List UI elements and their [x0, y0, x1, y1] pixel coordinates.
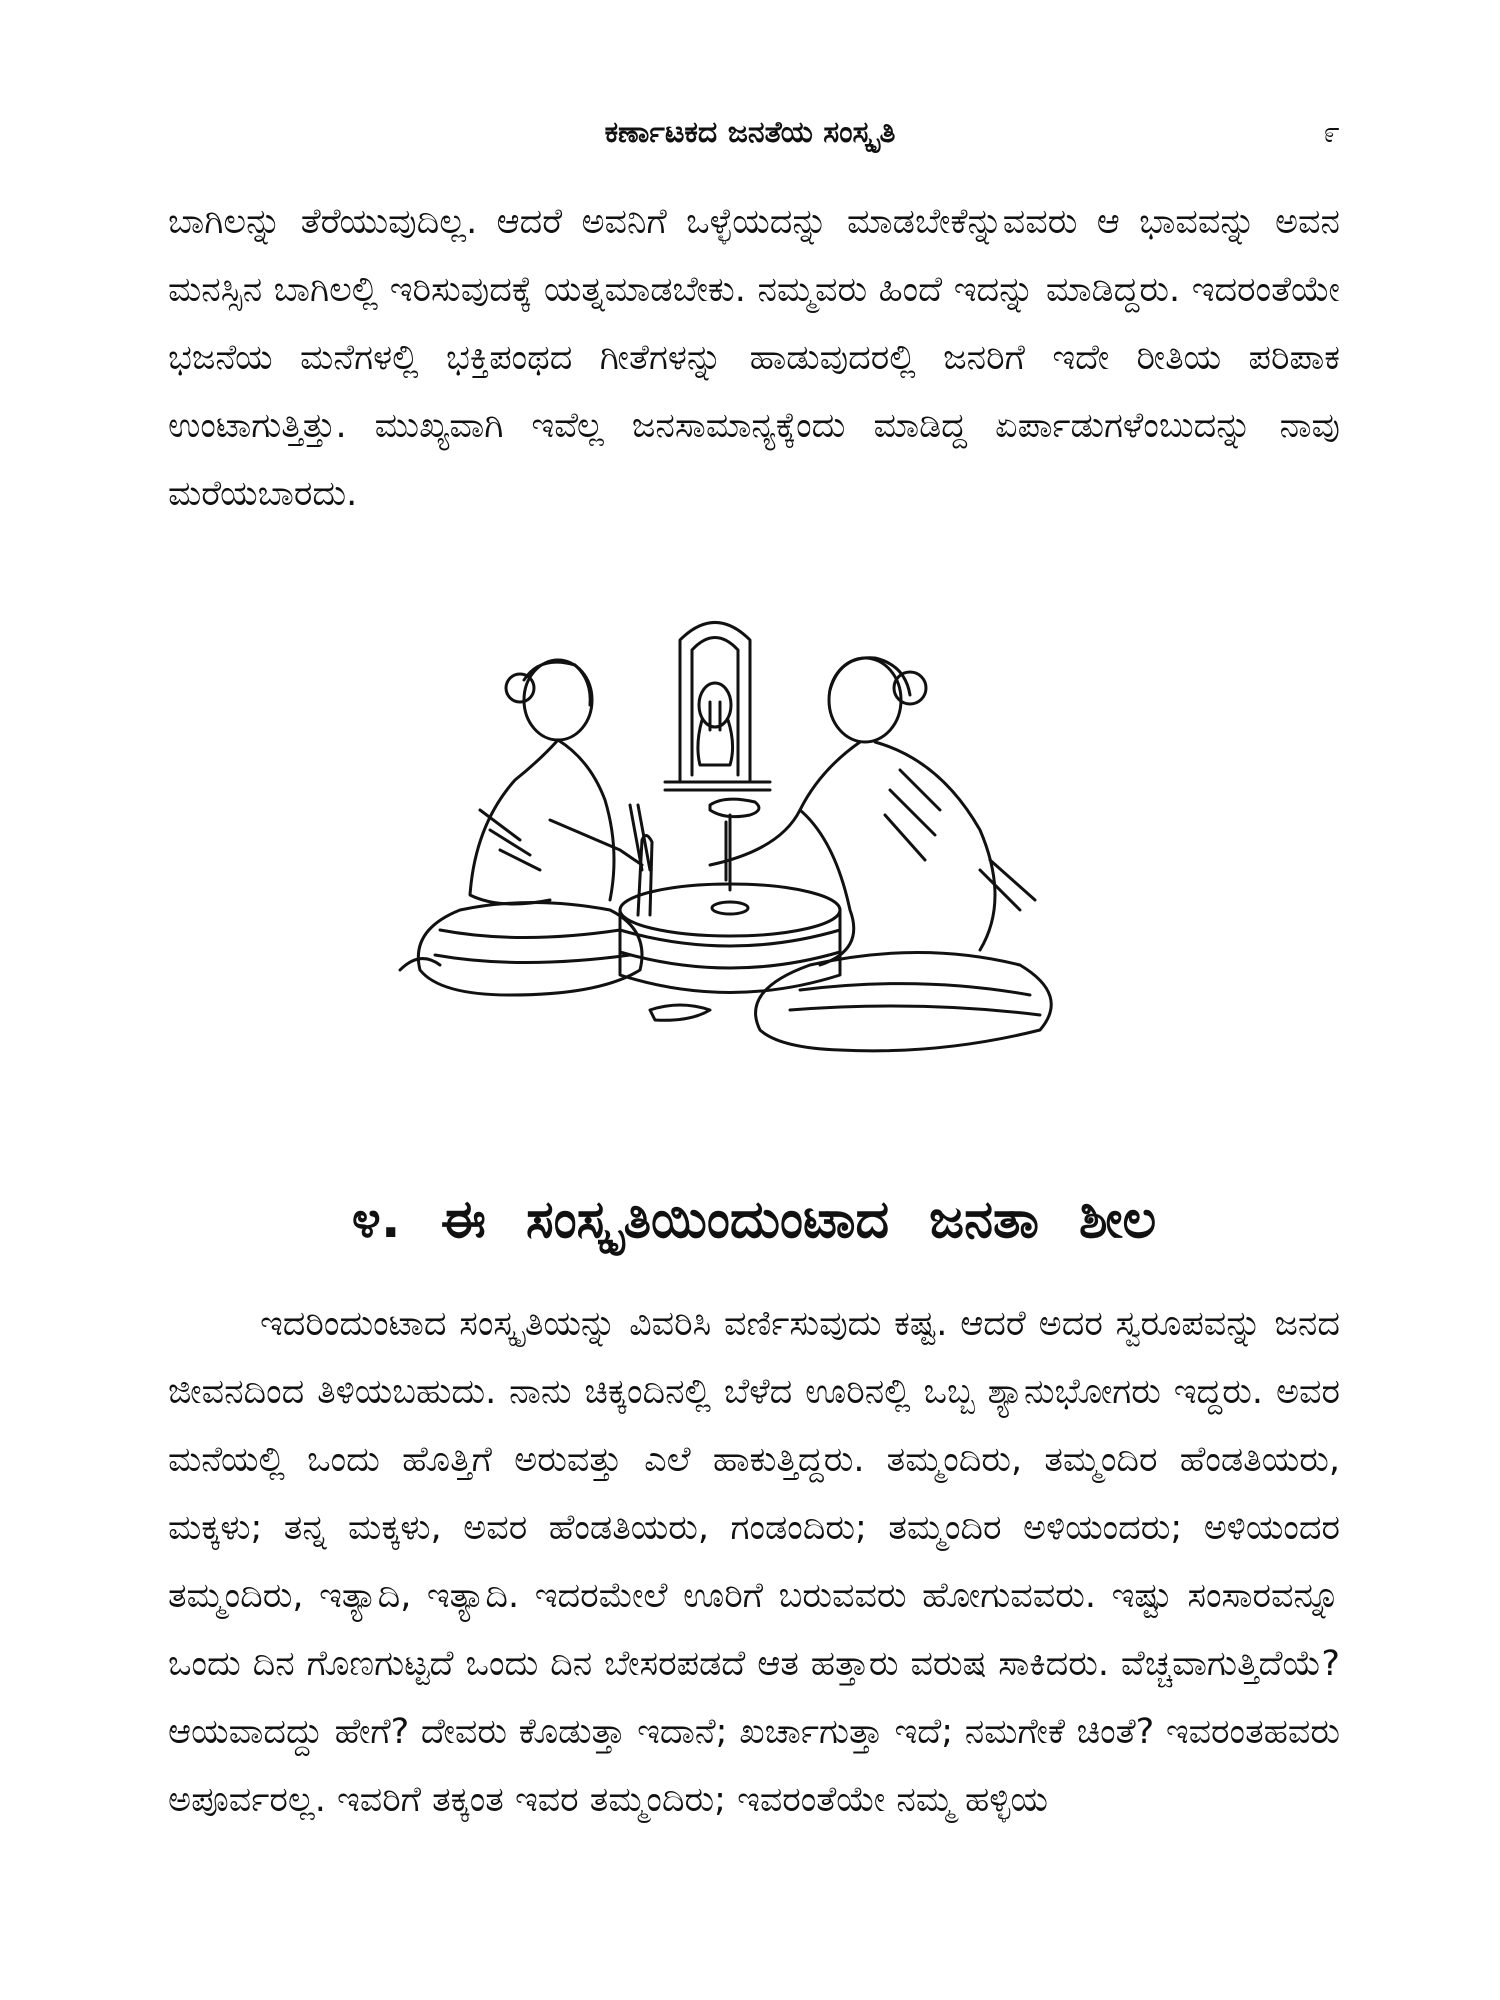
- running-head: [160, 108, 1340, 158]
- paragraph-2: ಇದರಿಂದುಂಟಾದ ಸಂಸ್ಕೃತಿಯನ್ನು ವಿವರಿಸಿ ವರ್ಣಿಸುವುದು ಕಷ್ಟ. ಆದರೆ ಅದರ ಸ್ವರೂಪವನ್ನು ಜನದ ಜೀವನದಿಂದ ತಿಳಿಯಬಹುದು. ನಾನು ಚಿಕ್ಕಂದಿನಲ್ಲಿ ಬೆಳೆದ ಊರಿನಲ್ಲಿ ಒಬ್ಬ ಶ್ಯಾನುಭೋಗರು ಇದ್ದರು. ಅವರ ಮನೆಯಲ್ಲಿ ಒಂದು ಹೊತ್ತಿಗೆ ಅರುವತ್ತು ಎಲೆ ಹಾಕುತ್ತಿದ್ದರು. ತಮ್ಮಂದಿರು, ತಮ್ಮಂದಿರ ಹೆಂಡತಿಯರು, ಮಕ್ಕಳು; ತನ್ನ ಮಕ್ಕಳು, ಅವರ ಹೆಂಡತಿಯರು, ಗಂಡಂದಿರು; ತಮ್ಮಂದಿರ ಅಳಿಯಂದರು; ಅಳಿಯಂದರ ತಮ್ಮಂದಿರು, ಇತ್ಯಾದಿ, ಇತ್ಯಾದಿ. ಇದರಮೇಲೆ ಊರಿಗೆ ಬರುವವರು ಹೋಗುವವರು. ಇಷ್ಟು ಸಂಸಾರವನ್ನೂ ಒಂದು ದಿನ ಗೊಣಗುಟ್ಟದೆ ಒಂದು ದಿನ ಬೇಸರಪಡದೆ ಆತ ಹತ್ತಾರು ವರುಷ ಸಾಕಿದರು. ವೆಚ್ಚವಾಗುತ್ತಿದೆಯೆ? ಆಯವಾದದ್ದು ಹೇಗೆ? ದೇವರು ಕೊಡುತ್ತಾ ಇದಾನೆ; ಖರ್ಚಾಗುತ್ತಾ ಇದೆ; ನಮಗೇಕೆ ಚಿಂತೆ? ಇವರಂತಹವರು ಅಪೂರ್ವರಲ್ಲ. ಇವರಿಗೆ ತಕ್ಕಂತ ಇವರ ತಮ್ಮಂದಿರು; ಇವರಂತೆಯೇ ನಮ್ಮ ಹಳ್ಳಿಯ: [168, 1304, 1340, 1820]
- oil-lamp: [710, 799, 759, 890]
- illustration-women-grinding: [380, 610, 1080, 1100]
- page-number: ೯: [1323, 115, 1340, 150]
- running-title: ಕರ್ಣಾಟಕದ ಜನತೆಯ ಸಂಸ್ಕೃತಿ: [604, 115, 896, 150]
- paragraph-1: ಬಾಗಿಲನ್ನು ತೆರೆಯುವುದಿಲ್ಲ. ಆದರೆ ಅವನಿಗೆ ಒಳ್ಳೆಯದನ್ನು ಮಾಡಬೇಕೆನ್ನುವವರು ಆ ಭಾವವನ್ನು ಅವನ ಮನಸ್ಸಿನ ಬಾಗಿಲಲ್ಲಿ ಇರಿಸುವುದಕ್ಕೆ ಯತ್ನಮಾಡಬೇಕು. ನಮ್ಮವರು ಹಿಂದೆ ಇದನ್ನು ಮಾಡಿದ್ದರು. ಇದರಂತೆಯೇ ಭಜನೆಯ ಮನೆಗಳಲ್ಲಿ ಭಕ್ತಿಪಂಥದ ಗೀತೆಗಳನ್ನು ಹಾಡುವುದರಲ್ಲಿ ಜನರಿಗೆ ಇದೇ ರೀತಿಯ ಪರಿಪಾಕ ಉಂಟಾಗುತ್ತಿತ್ತು. ಮುಖ್ಯವಾಗಿ ಇವೆಲ್ಲ ಜನಸಾಮಾನ್ಯಕ್ಕೆಂದು ಮಾಡಿದ್ದ ಏರ್ಪಾಡುಗಳೆಂಬುದನ್ನು ನಾವು ಮರೆಯಬಾರದು.: [168, 202, 1340, 514]
- left-woman-figure: [400, 660, 650, 995]
- feet: [650, 1005, 710, 1020]
- shrine-niche: [665, 623, 770, 791]
- section-heading: ೪. ಈ ಸಂಸ್ಕೃತಿಯಿಂದುಂಟಾದ ಜನತಾ ಶೀಲ: [351, 1190, 1157, 1250]
